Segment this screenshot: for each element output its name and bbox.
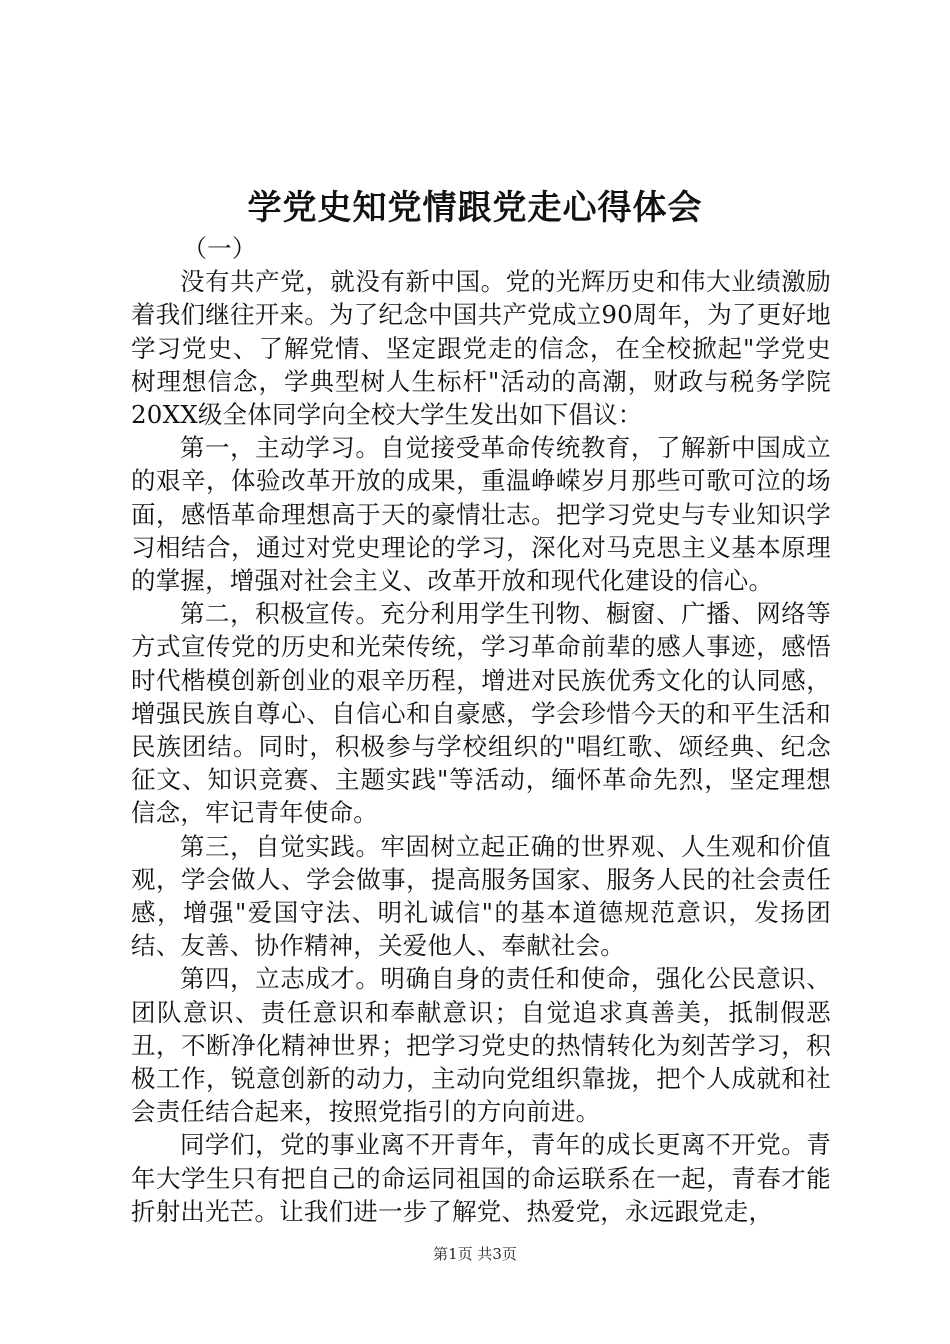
paragraph-closing: 同学们，党的事业离不开青年，青年的成长更离不开党。青年大学生只有把自己的命运同祖国的命运联系在一起，青春才能折射出光芒。让我们进一步了解党、热爱党，永远跟党走， (131, 1130, 831, 1226)
paragraph-fourth-point: 第四，立志成才。明确自身的责任和使命，强化公民意识、团队意识、责任意识和奉献意识；自觉追求真善美，抵制假恶丑，不断净化精神世界；把学习党史的热情转化为刻苦学习，积极工作，锐意创新的动力，主动向党组织靠拢，把个人成就和社会责任结合起来，按照党指引的方向前进。 (131, 964, 831, 1127)
page-number-footer: 第1页 共3页 (433, 1245, 517, 1263)
paragraph-intro: 没有共产党，就没有新中国。党的光辉历史和伟大业绩激励着我们继往开来。为了纪念中国共产党成立90周年，为了更好地学习党史、了解党情、坚定跟党走的信念，在全校掀起"学党史树理想信念，学典型树人生标杆"活动的高潮，财政与税务学院20XX级全体同学向全校大学生发出如下倡议： (131, 267, 831, 430)
paragraph-second-point: 第二，积极宣传。充分利用学生刊物、橱窗、广播、网络等方式宣传党的历史和光荣传统，学习革命前辈的感人事迹，感悟时代楷模创新创业的艰辛历程，增进对民族优秀文化的认同感，增强民族自尊心、自信心和自豪感，学会珍惜今天的和平生活和民族团结。同时，积极参与学校组织的"唱红歌、颂经典、纪念征文、知识竞赛、主题实践"等活动，缅怀革命先烈，坚定理想信念，牢记青年使命。 (131, 599, 831, 828)
document-title: 学党史知党情跟党走心得体会 (247, 188, 703, 228)
section-subheading: （一） (182, 234, 257, 263)
paragraph-first-point: 第一，主动学习。自觉接受革命传统教育，了解新中国成立的艰辛，体验改革开放的成果，重温峥嵘岁月那些可歌可泣的场面，感悟革命理想高于天的豪情壮志。把学习党史与专业知识学习相结合，通过对党史理论的学习，深化对马克思主义基本原理的掌握，增强对社会主义、改革开放和现代化建设的信心。 (131, 433, 831, 596)
paragraph-third-point: 第三，自觉实践。牢固树立起正确的世界观、人生观和价值观，学会做人、学会做事，提高服务国家、服务人民的社会责任感，增强"爱国守法、明礼诚信"的基本道德规范意识，发扬团结、友善、协作精神，关爱他人、奉献社会。 (131, 831, 831, 961)
document-body (131, 232, 831, 1228)
